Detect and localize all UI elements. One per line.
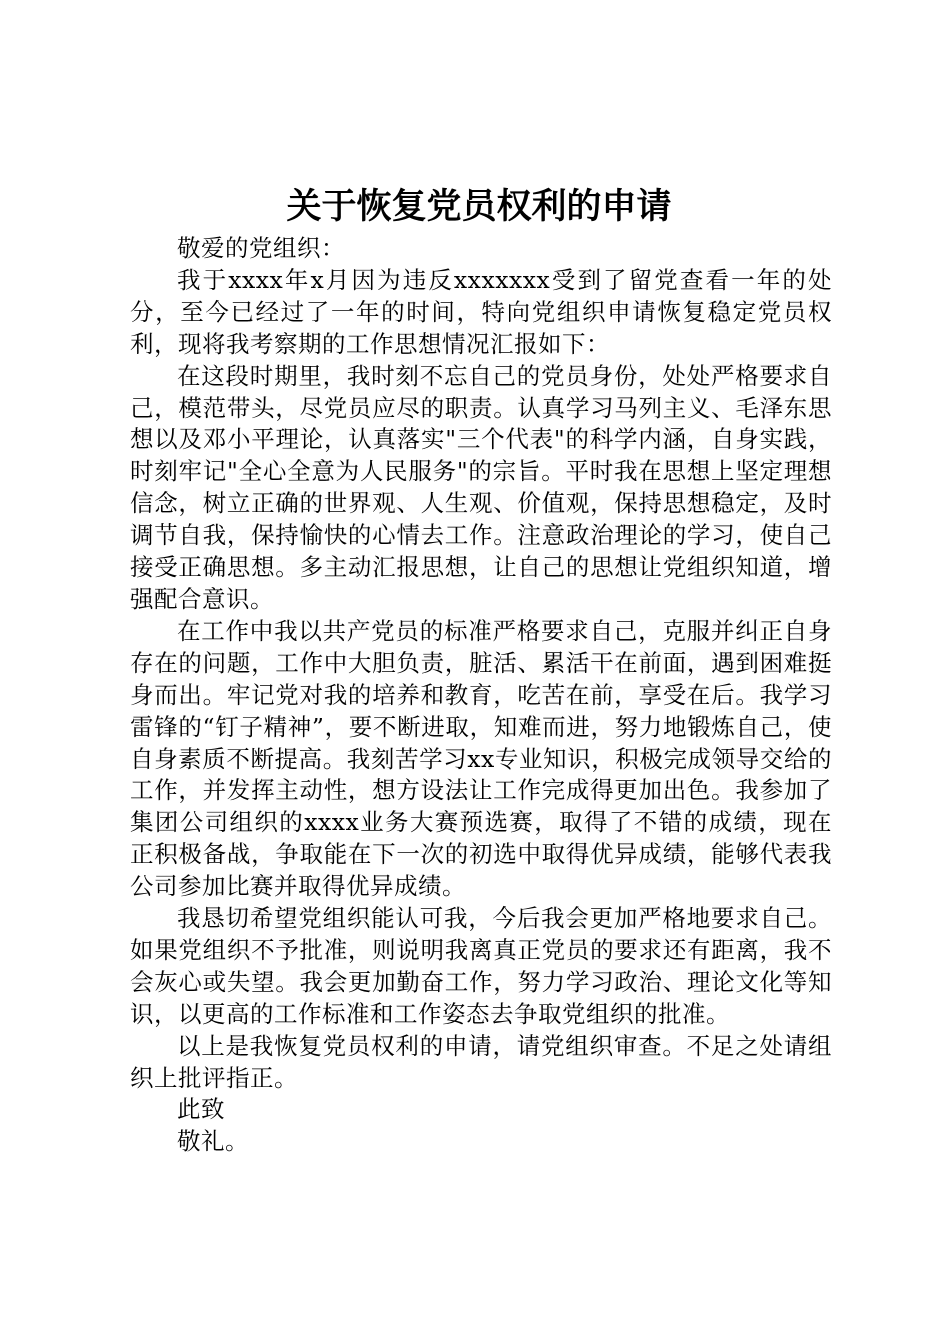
paragraph-3: 在工作中我以共产党员的标准严格要求自己，克服并纠正自身存在的问题，工作中大胆负责，脏活、累活干在前面，遇到困难挺身而出。牢记党对我的培养和教育，吃苦在前，享受在后。我学习雷锋的“钉子精神”，要不断进取，知难而进，努力地锻炼自己，使自身素质不断提高。我刻苦学习xx专业知识，积极完成领导交给的工作，并发挥主动性，想方设法让工作完成得更加出色。我参加了集团公司组织的xxxx业务大赛预选赛，取得了不错的成绩，现在正积极备战，争取能在下一次的初选中取得优异成绩，能够代表我公司参加比赛并取得优异成绩。 xyxy=(130,616,832,901)
document-title: 关于恢复党员权利的申请 xyxy=(286,186,672,227)
paragraph-1: 我于xxxx年x月因为违反xxxxxxx受到了留党查看一年的处分，至今已经过了一年的时间，特向党组织申请恢复稳定党员权利，现将我考察期的工作思想情况汇报如下： xyxy=(130,265,832,358)
paragraph-5: 以上是我恢复党员权利的申请，请党组织审查。不足之处请组织上批评指正。 xyxy=(130,1031,832,1092)
closing-line-1: 此致 xyxy=(177,1095,225,1124)
salutation: 敬爱的党组织： xyxy=(177,234,345,262)
paragraph-2: 在这段时期里，我时刻不忘自己的党员身份，处处严格要求自己，模范带头，尽党员应尽的职责。认真学习马列主义、毛泽东思想以及邓小平理论，认真落实"三个代表"的科学内涵，自身实践，时刻牢记"全心全意为人民服务"的宗旨。平时我在思想上坚定理想信念，树立正确的世界观、人生观、价值观，保持思想稳定，及时调节自我，保持愉快的心情去工作。注意政治理论的学习，使自己接受正确思想。多主动汇报思想，让自己的思想让党组织知道，增强配合意识。 xyxy=(130,361,832,613)
closing-line-2: 敬礼。 xyxy=(177,1127,249,1156)
paragraph-4: 我恳切希望党组织能认可我，今后我会更加严格地要求自己。如果党组织不予批准，则说明我离真正党员的要求还有距离，我不会灰心或失望。我会更加勤奋工作，努力学习政治、理论文化等知识，以更高的工作标准和工作姿态去争取党组织的批准。 xyxy=(130,904,832,1028)
document-body xyxy=(130,233,832,1158)
